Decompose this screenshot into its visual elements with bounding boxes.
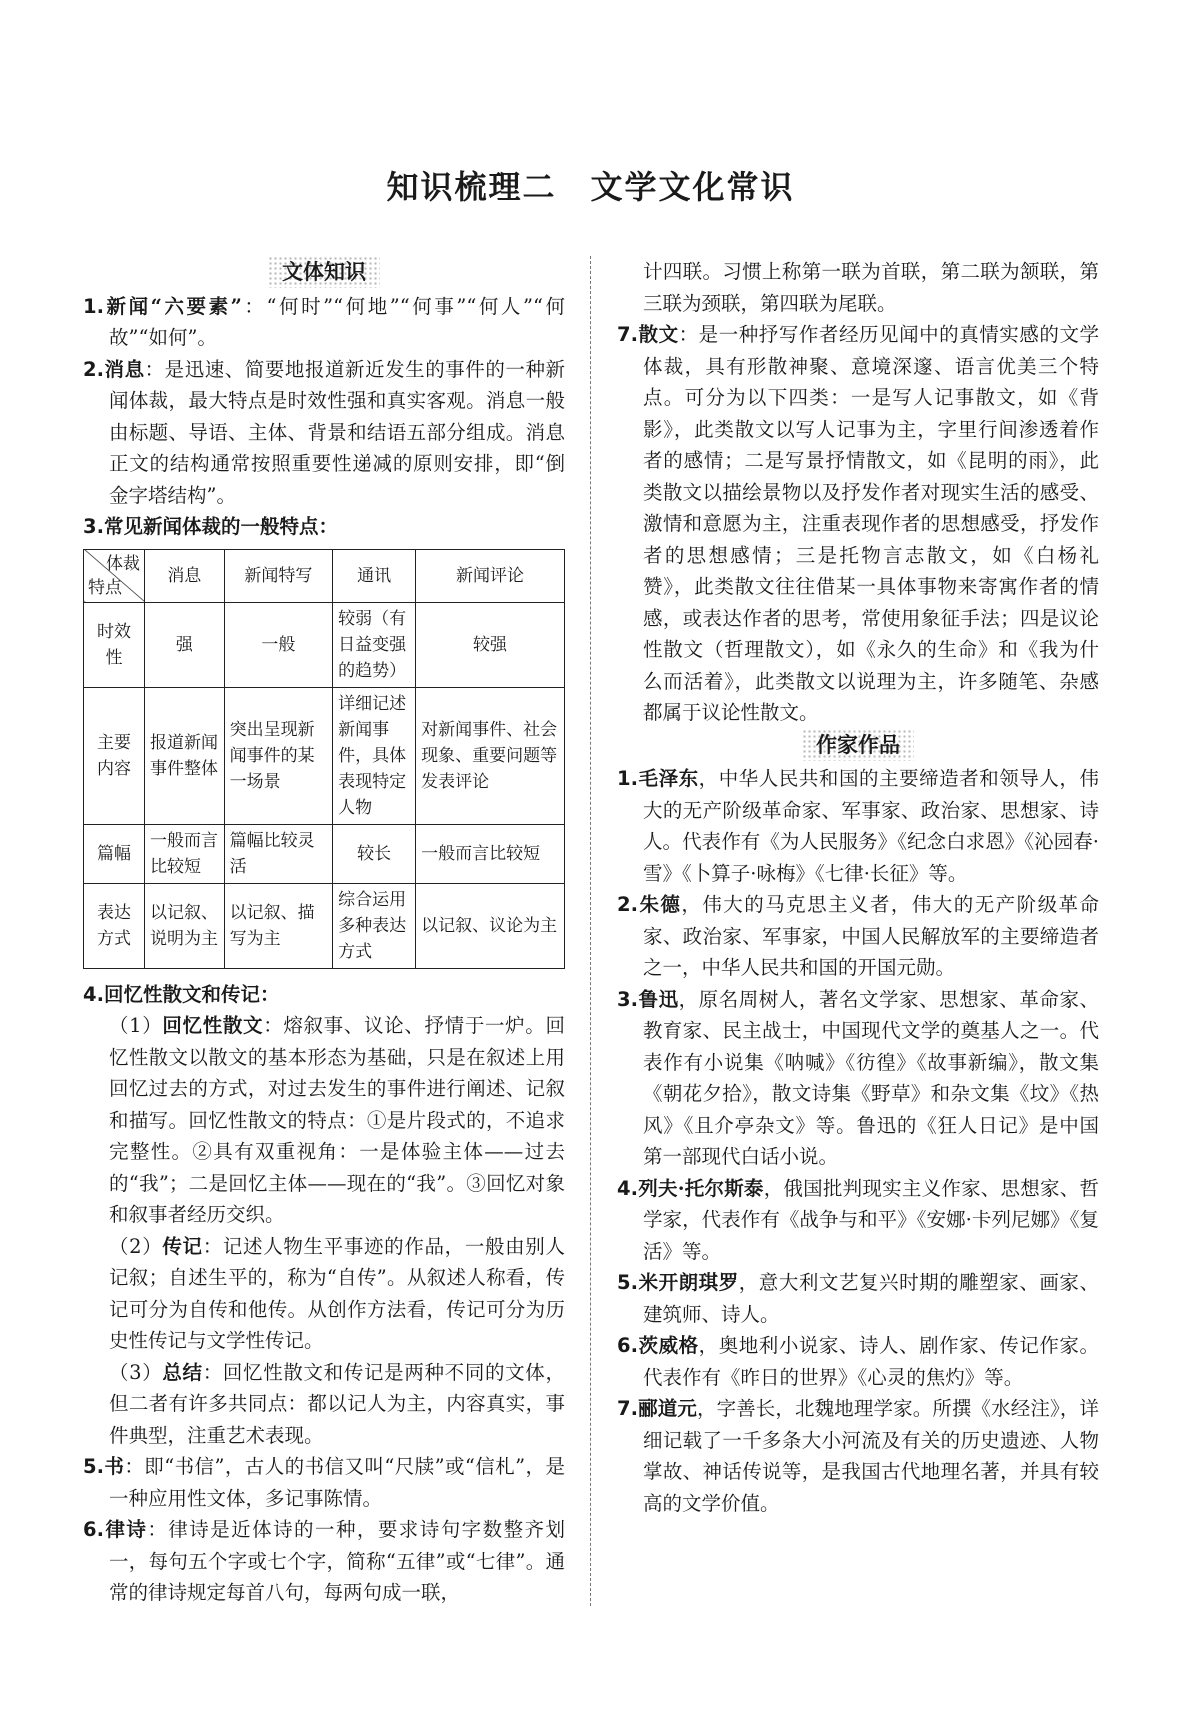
table-cell: 一般而言比较短 xyxy=(145,824,225,883)
item-news-six-elements: 1.新闻“六要素”：“何时”“何地”“何事”“何人”“何故”“如何”。 xyxy=(83,294,565,349)
subitem-memoir-prose: （1）回忆性散文：熔叙事、议论、抒情于一炉。回忆性散文以散文的基本形态为基础，只是在叙述上用回忆过去的方式，对过去发生的事件进行阐述、记叙和描写。回忆性散文的特点：①是片段式的，不追求完整性。②具有双重视角：一是体验主体——过去的“我”；二是回忆主体——现在的“我”。③回忆对象和叙事者经历交织。 xyxy=(109,1014,565,1226)
table-header: 通讯 xyxy=(333,549,416,602)
table-row xyxy=(84,824,565,883)
table-header: 消息 xyxy=(145,549,225,602)
table-cell: 以记叙、说明为主 xyxy=(145,883,225,968)
table-cell: 较弱（有日益变强的趋势） xyxy=(333,602,416,687)
author-item: 3.鲁迅，原名周树人，著名文学家、思想家、革命家、教育家、民主战士，中国现代文学的奠基人之一。代表作有小说集《呐喊》《彷徨》《故事新编》，散文集《朝花夕拾》，散文诗集《野草》和杂文集《坟》《热风》《且介亭杂文》等。鲁迅的《狂人日记》是中国第一部现代白话小说。 xyxy=(617,987,1099,1168)
item-memoir-biography: 4.回忆性散文和传记： xyxy=(83,982,280,1006)
column-divider xyxy=(590,256,591,1606)
table-row xyxy=(84,602,565,687)
table-corner-cell: 体裁 特点 xyxy=(84,549,145,602)
item-news-genres: 3.常见新闻体裁的一般特点： xyxy=(83,515,338,538)
subitem-summary: （3）总结：回忆性散文和传记是两种不同的文体，但二者有许多共同点：都以记人为主，内容真实，事件典型，注重艺术表现。 xyxy=(109,1360,565,1447)
table-header: 新闻特写 xyxy=(224,549,332,602)
table-cell: 报道新闻事件整体 xyxy=(145,687,225,824)
table-cell: 以记叙、描写为主 xyxy=(224,883,332,968)
section-heading-genre: 文体知识 xyxy=(83,256,565,289)
table-cell: 一般而言比较短 xyxy=(416,824,565,883)
author-item: 5.米开朗琪罗，意大利文艺复兴时期的雕塑家、画家、建筑师、诗人。 xyxy=(617,1271,1099,1326)
table-row xyxy=(84,883,565,968)
table-cell: 对新闻事件、社会现象、重要问题等发表评论 xyxy=(416,687,565,824)
row-label: 主要内容 xyxy=(84,687,145,824)
table-cell: 综合运用多种表达方式 xyxy=(333,883,416,968)
item-letter: 5.书：即“书信”，古人的书信又叫“尺牍”或“信札”，是一种应用性文体，多记事陈情。 xyxy=(83,1455,565,1510)
news-genre-table xyxy=(83,549,565,969)
row-label: 时效性 xyxy=(84,602,145,687)
item-regulated-verse-continued: 计四联。习惯上称第一联为首联，第二联为颔联，第三联为颈联，第四联为尾联。 xyxy=(643,260,1099,315)
table-cell: 突出呈现新闻事件的某一场景 xyxy=(224,687,332,824)
row-label: 表达方式 xyxy=(84,883,145,968)
author-item: 7.郦道元，字善长，北魏地理学家。所撰《水经注》，详细记载了一千多条大小河流及有关的历史遗迹、人物掌故、神话传说等，是我国古代地理名著，并具有较高的文学价值。 xyxy=(617,1397,1099,1515)
item-news-report: 2.消息：是迅速、简要地报道新近发生的事件的一种新闻体裁，最大特点是时效性强和真实客观。消息一般由标题、导语、主体、背景和结语五部分组成。消息正文的结构通常按照重要性递减的原则安排，即“倒金字塔结构”。 xyxy=(83,357,565,507)
page-title: 知识梳理二 文学文化常识 xyxy=(386,168,795,206)
section-heading-authors: 作家作品 xyxy=(617,729,1099,762)
subitem-biography: （2）传记：记述人物生平事迹的作品，一般由别人记叙；自述生平的，称为“自传”。从叙述人称看，传记可分为自传和他传。从创作方法看，传记可分为历史性传记与文学性传记。 xyxy=(109,1234,565,1352)
right-column xyxy=(617,256,1099,1519)
table-cell: 较强 xyxy=(416,602,565,687)
table-row xyxy=(84,687,565,824)
item-regulated-verse: 6.律诗：律诗是近体诗的一种，要求诗句字数整齐划一，每句五个字或七个字，简称“五律”或“七律”。通常的律诗规定每首八句，每两句成一联， xyxy=(83,1518,565,1604)
table-cell: 以记叙、议论为主 xyxy=(416,883,565,968)
table-header: 新闻评论 xyxy=(416,549,565,602)
author-item: 2.朱德，伟大的马克思主义者，伟大的无产阶级革命家、政治家、军事家，中国人民解放军的主要缔造者之一，中华人民共和国的开国元勋。 xyxy=(617,893,1099,979)
table-cell: 强 xyxy=(145,602,225,687)
left-column xyxy=(83,256,565,1609)
author-item: 4.列夫·托尔斯泰，俄国批判现实主义作家、思想家、哲学家，代表作有《战争与和平》《安娜·卡列尼娜》《复活》等。 xyxy=(617,1176,1099,1263)
author-item: 1.毛泽东，中华人民共和国的主要缔造者和领导人，伟大的无产阶级革命家、军事家、政治家、思想家、诗人。代表作有《为人民服务》《纪念白求恩》《沁园春·雪》《卜算子·咏梅》《七律·长征》等。 xyxy=(617,767,1099,885)
table-cell: 较长 xyxy=(333,824,416,883)
table-header-row xyxy=(84,549,565,602)
table-cell: 一般 xyxy=(224,602,332,687)
table-cell: 篇幅比较灵活 xyxy=(224,824,332,883)
table-cell: 详细记述新闻事件，具体表现特定人物 xyxy=(333,687,416,824)
row-label: 篇幅 xyxy=(84,824,145,883)
item-prose: 7.散文：是一种抒写作者经历见闻中的真情实感的文学体裁，具有形散神聚、意境深邃、语言优美三个特点。可分为以下四类：一是写人记事散文，如《背影》，此类散文以写人记事为主，字里行间渗透着作者的感情；二是写景抒情散文，如《昆明的雨》，此类散文以描绘景物以及抒发作者对现实生活的感受、激情和意愿为主，注重表现作者的思想感受，抒发作者的思想感情；三是托物言志散文，如《白杨礼赞》，此类散文往往借某一具体事物来寄寓作者的情感，或表达作者的思考，常使用象征手法；四是议论性散文（哲理散文），如《永久的生命》和《我为什么而活着》，此类散文以说理为主，许多随笔、杂感都属于议论性散文。 xyxy=(617,323,1099,724)
author-item: 6.茨威格，奥地利小说家、诗人、剧作家、传记作家。代表作有《昨日的世界》《心灵的焦灼》等。 xyxy=(617,1334,1099,1389)
